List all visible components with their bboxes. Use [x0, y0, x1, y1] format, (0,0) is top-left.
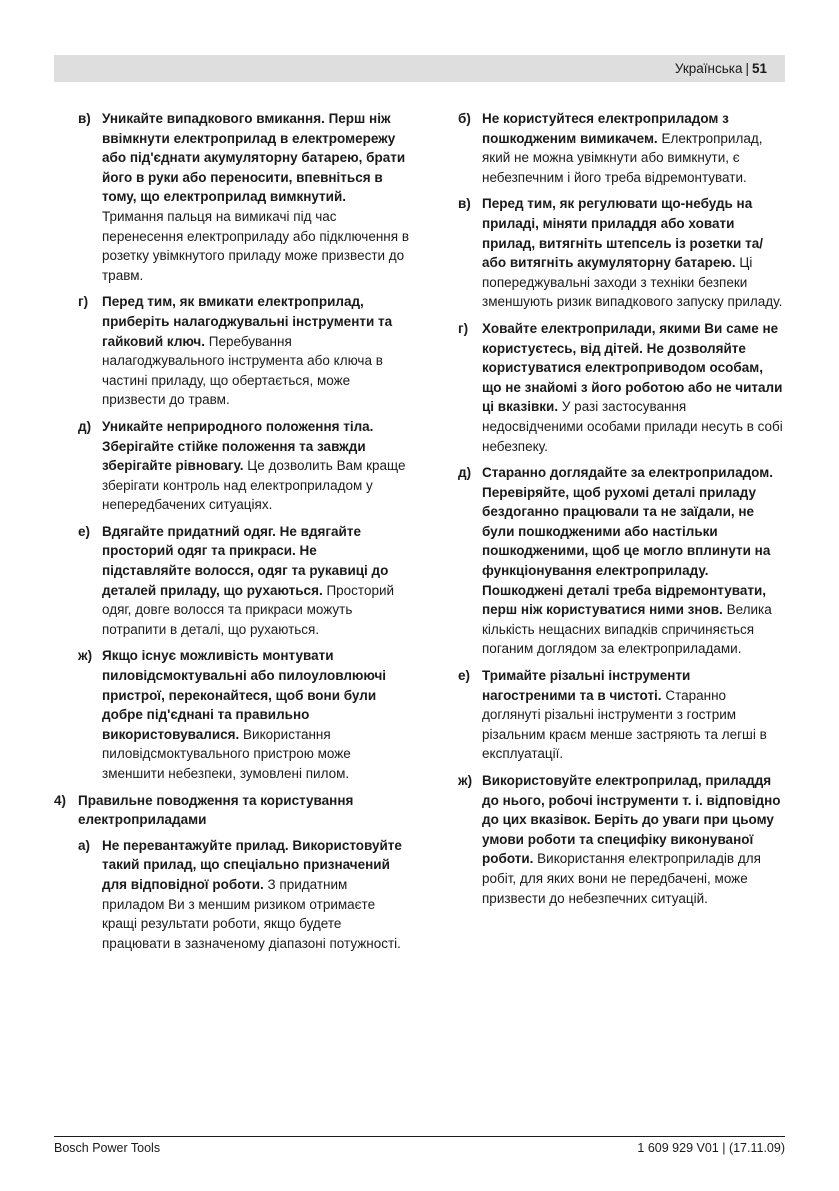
item-letter: в)	[78, 111, 91, 126]
item-letter: б)	[458, 111, 471, 126]
section-title: Правильне поводження та користування електроприладами	[78, 792, 354, 828]
item-bold-text: Уникайте неприродного положення тіла. Зберігайте стійке положення та завжди зберігайте рівновагу.	[102, 418, 374, 474]
instruction-item	[78, 836, 409, 954]
header-separator: |	[745, 61, 749, 76]
item-bold-text: Перед тим, як вмикати електроприлад, приберіть налагоджувальні інструменти та гайковий ключ.	[102, 294, 393, 349]
item-normal-text: Перебування налагоджувального інструмента або ключа в частині приладу, що обертається, може призвести до травм.	[102, 333, 383, 408]
item-bold-text: Ховайте електроприлади, якими Ви саме не користуєтесь, від дітей. Не дозволяйте користуватися електроприводом особам, що не знайомі з його роботою або не читали ці вказівки.	[482, 320, 783, 415]
instruction-item	[78, 646, 409, 783]
item-letter: ж)	[458, 773, 473, 788]
header-language: Українська	[674, 61, 743, 76]
instruction-item	[458, 771, 786, 908]
instruction-item	[78, 417, 409, 515]
item-normal-text: Ці попереджувальні заходи з техніки безпеки зменшують ризик випадкового запуску приладу.	[482, 255, 783, 310]
instruction-item	[78, 109, 409, 285]
header-text	[675, 60, 767, 77]
item-normal-text: Старанно доглянуті різальні інструменти з гострим різальним краєм менше застряють та легші в експлуатації.	[482, 687, 767, 762]
section-heading	[54, 791, 409, 830]
instruction-item	[458, 463, 786, 659]
item-normal-text: Тримання пальця на вимикачі під час перенесення електроприладу або підключення в розетку увімкнутого приладу може призвести до травм.	[102, 208, 409, 283]
item-bold-text: Старанно доглядайте за електроприладом. Перевіряйте, щоб рухомі деталі приладу бездоганно працювали та не заїдали, не були пошкодженими або настільки пошкодженими, щоб це могло вплинути на функціонування електроприладу. Пошкоджені деталі треба відремонтувати, перш ніж користуватися ними знов.	[482, 465, 773, 618]
item-letter: е)	[458, 668, 471, 684]
item-normal-text: Велика кількість нещасних випадків спричиняється поганим доглядом за електроприладами.	[482, 602, 772, 657]
instruction-item	[458, 194, 786, 312]
right-column	[458, 109, 786, 915]
item-bold-text: Тримайте різальні інструменти нагостреними та в чистоті.	[482, 668, 691, 703]
footer-doc-id: 1 609 929 V01 | (17.11.09)	[637, 1141, 785, 1155]
item-bold-text: Використовуйте електроприлад, приладдя до нього, робочі інструменти т. і. відповідно до цих вказівок. Беріть до уваги при цьому умови роботи та специфіку виконуваної роботи.	[482, 773, 781, 867]
instruction-item	[78, 292, 409, 410]
item-letter: г)	[78, 294, 89, 310]
item-letter: г)	[458, 320, 469, 336]
item-normal-text: Це дозволить Вам краще зберігати контроль над електроприладом у непередбачених ситуаціях.	[102, 458, 406, 513]
footer-publisher: Bosch Power Tools	[54, 1141, 161, 1155]
item-normal-text: Використання пиловідсмоктувального пристрою може зменшити небезпеки, зумовлені пилом.	[102, 726, 351, 781]
item-letter: а)	[78, 837, 91, 853]
item-bold-text: Перед тим, як регулювати що-небудь на приладі, міняти приладдя або ховати прилад, витягніть штепсель із розетки та/або витягніть акумуляторну батарею.	[482, 196, 763, 271]
item-bold-text: Не користуйтеся електроприладом з пошкодженим вимикачем.	[482, 111, 729, 146]
instruction-item	[458, 319, 786, 456]
item-normal-text: У разі застосування недосвідченими особами прилади несуть в собі небезпеку.	[482, 399, 783, 454]
footer-divider	[54, 1136, 785, 1137]
item-letter: д)	[78, 418, 92, 434]
item-normal-text: З придатним приладом Ви з меншим ризиком отримаєте кращі результати роботи, якщо будете працювати в зазначеному діапазоні потужності.	[102, 876, 401, 951]
section-number: 4)	[54, 792, 67, 808]
item-bold-text: Вдягайте придатний одяг. Не вдягайте просторий одяг та прикраси. Не підставляйте волосся, одяг та рукавиці до деталей приладу, що рухаються.	[102, 523, 389, 598]
item-normal-text: Електроприлад, який не можна увімкнути або вимкнути, є небезпечним і його треба відремонтувати.	[482, 130, 763, 185]
left-items-top	[54, 109, 409, 784]
item-bold-text: Уникайте випадкового вмикання. Перш ніж ввімкнути електроприлад в електромережу або під'єднати акумуляторну батарею, брати його в руки або переносити, впевніться в тому, що електроприлад вимкнутий.	[102, 111, 406, 205]
instruction-item	[458, 109, 786, 187]
item-letter: в)	[458, 196, 471, 212]
right-items	[458, 109, 786, 908]
page-header-bar	[54, 55, 785, 82]
item-normal-text: Просторий одяг, довге волосся та прикраси можуть потрапити в деталі, що рухаються.	[102, 582, 395, 637]
instruction-item	[458, 666, 786, 764]
item-letter: е)	[78, 523, 91, 539]
item-letter: ж)	[78, 648, 93, 664]
instruction-item	[78, 522, 409, 640]
item-bold-text: Не перевантажуйте прилад. Використовуйте такий прилад, що спеціально призначений для відповідної роботи.	[102, 837, 402, 892]
left-column	[54, 109, 409, 960]
page-number: 51	[751, 61, 767, 76]
left-items-bottom	[54, 836, 409, 954]
item-letter: д)	[458, 465, 472, 481]
item-normal-text: Використання електроприладів для робіт, для яких вони не передбачені, може призвести до небезпечних ситуацій.	[482, 851, 761, 906]
item-bold-text: Якщо існує можливість монтувати пиловідсмоктувальні або пилоуловлюючі пристрої, переконайтеся, щоб вони були добре під'єднані та правильно використовувалися.	[102, 648, 387, 742]
